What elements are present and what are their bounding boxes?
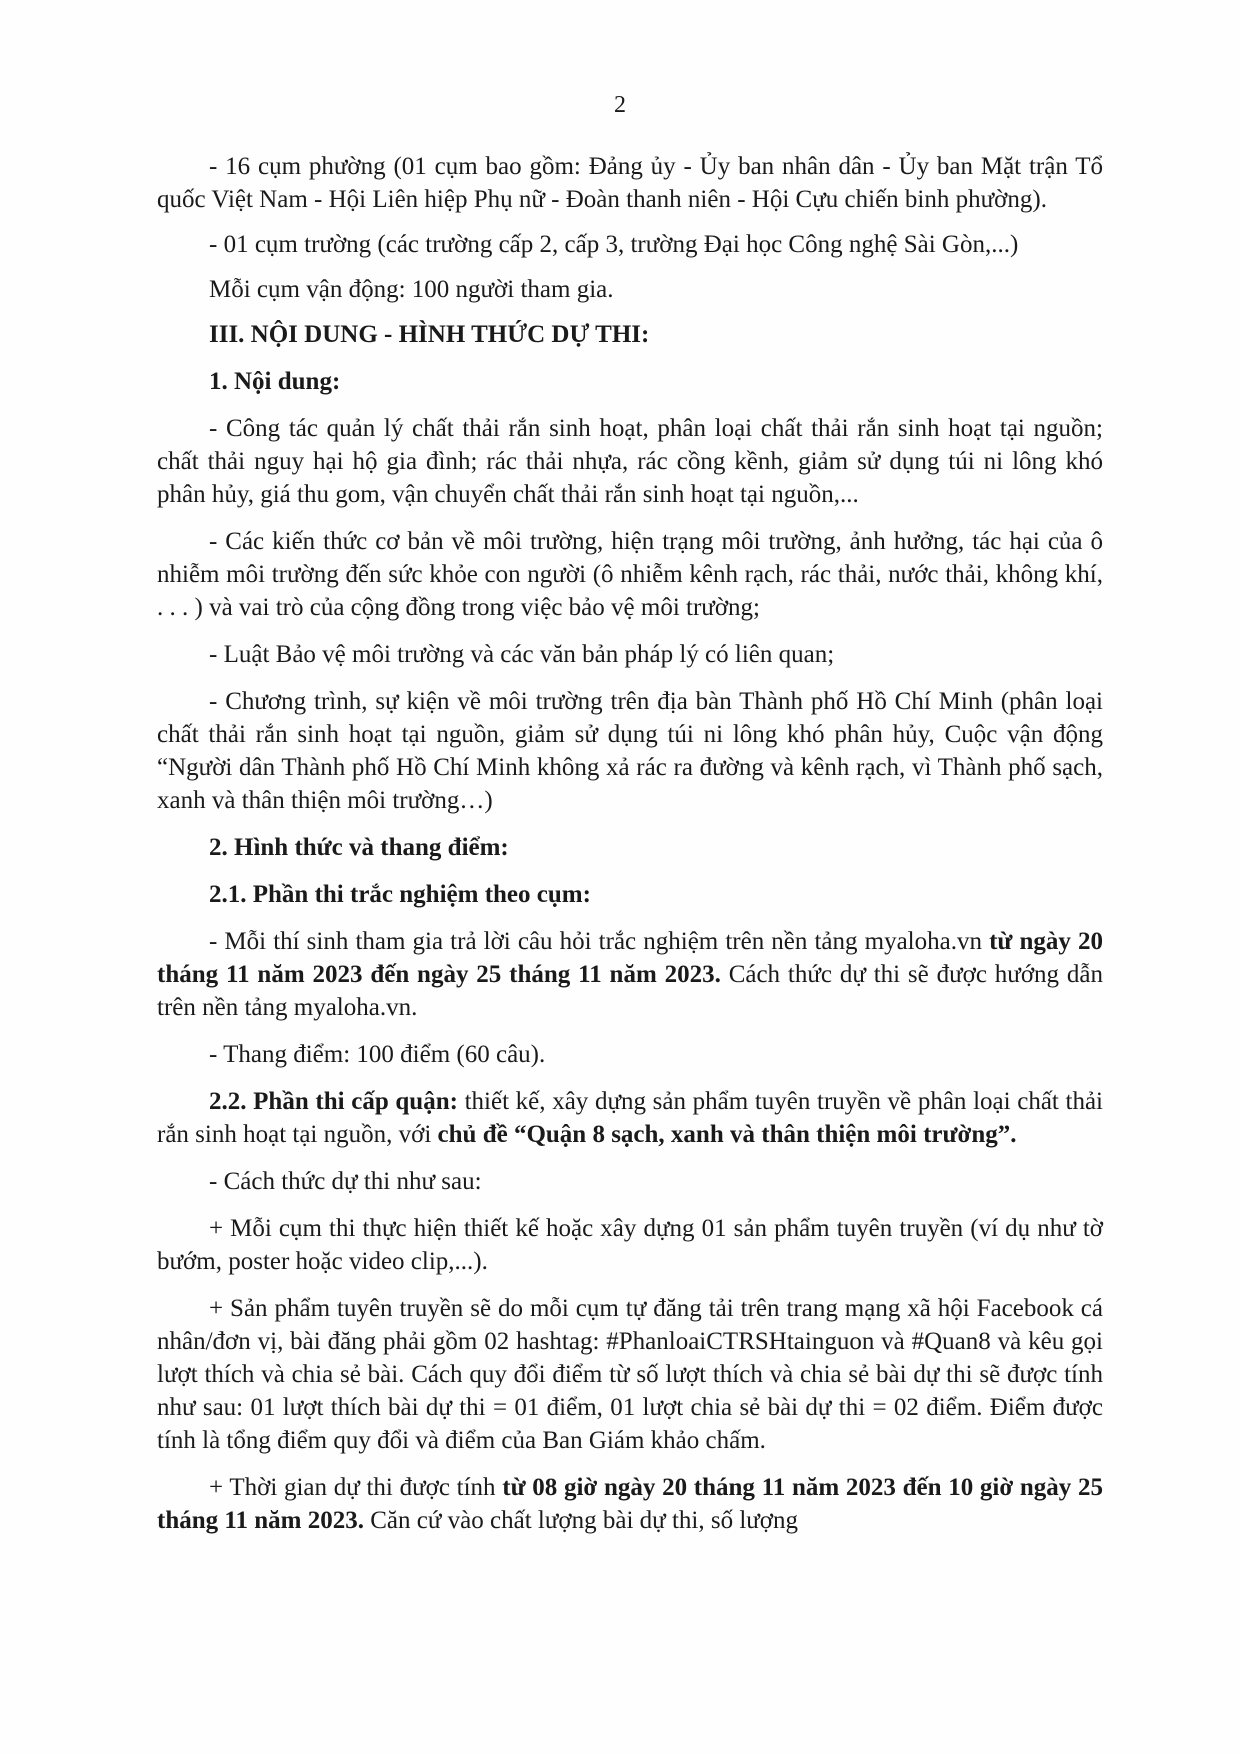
paragraph-environment-knowledge: - Các kiến thức cơ bản về môi trường, hiện trạng môi trường, ảnh hưởng, tác hại của ô nhiễm môi trường đến sức khỏe con người (ô nhiễm kênh rạch, rác thải, nước thải, không khí, . . . ) và vai trò của cộng đồng trong việc bảo vệ môi trường; xyxy=(157,528,1103,621)
quiz-dates: từ ngày 20 tháng 11 năm 2023 đến ngày 25 tháng 11 năm 2023. xyxy=(157,928,1103,988)
paragraph-quiz-description xyxy=(157,925,1103,1024)
quiz-text-start: - Mỗi thí sinh tham gia trả lời câu hỏi trắc nghiệm trên nền tảng myaloha.vn xyxy=(209,928,990,955)
page-number: 2 xyxy=(614,92,626,118)
subheading-format-scoring: 2. Hình thức và thang điểm: xyxy=(209,834,509,861)
paragraph-contest-time xyxy=(157,1471,1103,1537)
paragraph-facebook-posting: + Sản phẩm tuyên truyền sẽ do mỗi cụm tự đăng tải trên trang mạng xã hội Facebook cá nhân/đơn vị, bài đăng phải gồm 02 hashtag: #PhanloaiCTRSHtainguon và #Quan8 và kêu gọi lượt thích và chia sẻ bài. Cách quy đổi điểm từ số lượt thích và chia sẻ bài dự thi sẽ được tính như sau: 01 lượt thích bài dự thi = 01 điểm, 01 lượt chia sẻ bài dự thi = 02 điểm. Điểm được tính là tổng điểm quy đổi và điểm của Ban Giám khảo chấm. xyxy=(157,1295,1103,1454)
contest-time-start: + Thời gian dự thi được tính xyxy=(209,1474,503,1501)
district-part-text: thiết kế, xây dựng sản phẩm tuyên truyền về phân loại chất thải rắn sinh hoạt tại nguồn, với xyxy=(157,1088,1104,1148)
paragraph-participants: Mỗi cụm vận động: 100 người tham gia. xyxy=(209,276,614,303)
paragraph-ward-clusters: - 16 cụm phường (01 cụm bao gồm: Đảng ủy - Ủy ban nhân dân - Ủy ban Mặt trận Tổ quốc Việt Nam - Hội Liên hiệp Phụ nữ - Đoàn thanh niên - Hội Cựu chiến binh phường). xyxy=(157,153,1103,213)
section-heading-content-format: III. NỘI DUNG - HÌNH THỨC DỰ THI: xyxy=(209,321,650,348)
contest-time-range: từ 08 giờ ngày 20 tháng 11 năm 2023 đến 10 giờ ngày 25 tháng 11 năm 2023. xyxy=(157,1474,1103,1534)
paragraph-environment-law: - Luật Bảo vệ môi trường và các văn bản pháp lý có liên quan; xyxy=(209,641,835,668)
paragraph-programs-events: - Chương trình, sự kiện về môi trường trên địa bàn Thành phố Hồ Chí Minh (phân loại chất thải rắn sinh hoạt tại nguồn, giảm sử dụng túi ni lông khó phân hủy, Cuộc vận động “Người dân Thành phố Hồ Chí Minh không xả rác ra đường và kênh rạch, vì Thành phố sạch, xanh và thân thiện môi trường…) xyxy=(157,688,1103,814)
district-part-label: 2.2. Phần thi cấp quận: xyxy=(209,1088,458,1115)
contest-time-end: Căn cứ vào chất lượng bài dự thi, số lượng xyxy=(363,1507,799,1534)
paragraph-waste-management: - Công tác quản lý chất thải rắn sinh hoạt, phân loại chất thải rắn sinh hoạt tại nguồn; chất thải nguy hại hộ gia đình; rác thải nhựa, rác cồng kềnh, giảm sử dụng túi ni lông khó phân hủy, giá thu gom, vận chuyển chất thải rắn sinh hoạt tại nguồn,... xyxy=(157,415,1103,508)
district-part-theme: chủ đề “Quận 8 sạch, xanh và thân thiện môi trường”. xyxy=(437,1121,1017,1148)
paragraph-method-intro: - Cách thức dự thi như sau: xyxy=(209,1168,482,1195)
paragraph-district-part xyxy=(157,1085,1103,1151)
paragraph-school-cluster: - 01 cụm trường (các trường cấp 2, cấp 3, trường Đại học Công nghệ Sài Gòn,...) xyxy=(209,231,1019,258)
paragraph-quiz-scoring: - Thang điểm: 100 điểm (60 câu). xyxy=(209,1041,546,1068)
subheading-quiz-part: 2.1. Phần thi trắc nghiệm theo cụm: xyxy=(209,881,591,908)
subheading-content: 1. Nội dung: xyxy=(209,368,341,395)
paragraph-design-product: + Mỗi cụm thi thực hiện thiết kế hoặc xây dựng 01 sản phẩm tuyên truyền (ví dụ như tờ bướm, poster hoặc video clip,...). xyxy=(157,1215,1103,1275)
quiz-text-end: Cách thức dự thi sẽ được hướng dẫn trên nền tảng myaloha.vn. xyxy=(157,961,1103,1021)
document-body xyxy=(157,150,1103,1551)
